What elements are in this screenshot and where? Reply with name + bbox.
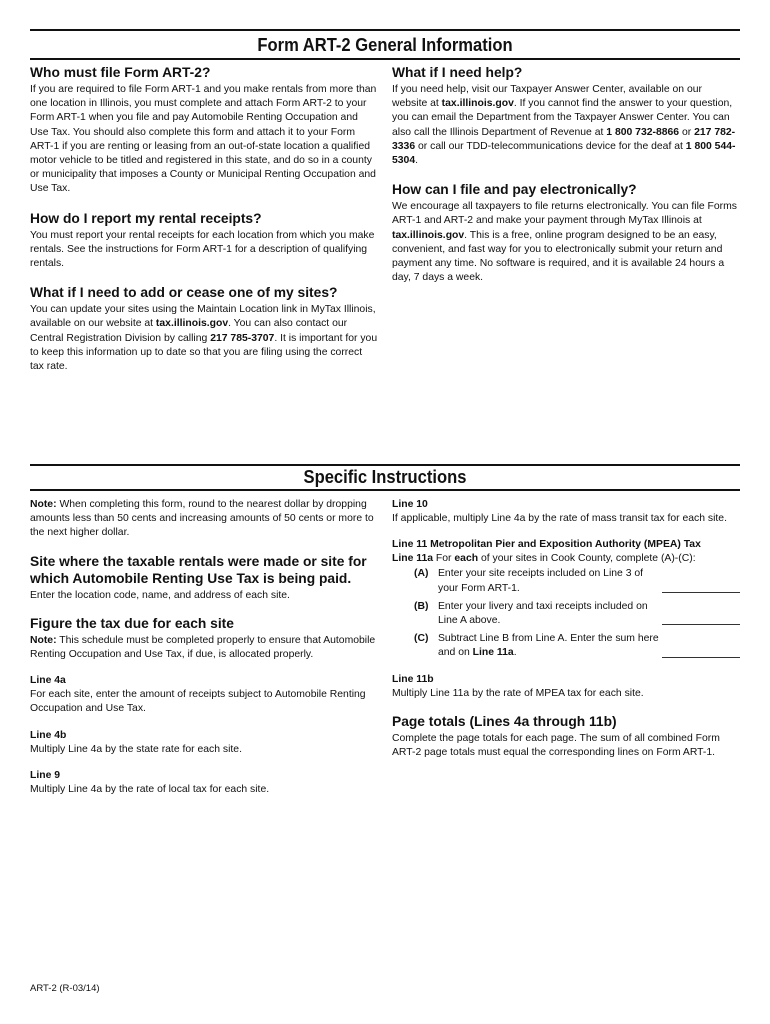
phone-number: 217 785-3707 — [210, 332, 275, 344]
specific-right-column — [392, 498, 740, 760]
line4b-text: Multiply Line 4a by the state rate for each site. — [30, 743, 242, 755]
general-right-column — [392, 64, 740, 285]
line9-label: Line 9 — [30, 769, 61, 781]
general-title: Form ART-2 General Information — [257, 35, 513, 55]
website-link[interactable]: tax.illinois.gov — [441, 98, 514, 110]
entry-line-c[interactable] — [662, 647, 740, 658]
line9-text: Multiply Line 4a by the rate of local tax for each site. — [30, 783, 270, 795]
line11b-label: Line 11b — [392, 673, 434, 685]
report-heading: How do I report my rental receipts? — [30, 210, 262, 226]
entry-line-a[interactable] — [662, 582, 740, 593]
sites-heading: What if I need to add or cease one of my sites? — [30, 285, 338, 301]
entry-line-b[interactable] — [662, 614, 740, 625]
line10-text: If applicable, multiply Line 4a by the rate of mass transit tax for each site. — [392, 513, 727, 524]
line11-label: Line 11 Metropolitan Pier and Exposition Authority (MPEA) Tax — [392, 539, 701, 551]
help-text: If you need help, visit our Taxpayer Answer Center, available on our website at tax.illinois.gov. If you cannot find the answer to your question, you can email the Department from the Taxpayer Answer Center. You can also call the Illinois Department of Revenue at 1 800 732-8866 or 217 782-3336 or call our TDD-telecommunications device for the deaf at 1 800 544-5304. — [392, 84, 736, 167]
phone-number: 217 782-3336 — [392, 126, 736, 152]
report-text: You must report your rental receipts for each location from which you make rentals. See the instructions for Form ART-1 for a description of qualifying rentals. — [30, 229, 375, 270]
specific-left-column — [30, 498, 378, 797]
electronic-text: We encourage all taxpayers to file returns electronically. You can file Forms ART-1 and ART-2 and make your payment through MyTax Illinois at tax.illinois.gov. This is a free, online program designed to be an easy, convenient, and fast way for you to electronically submit your return and payment any time. No software is required, and it is available 24 hours a day, 7 days a week. — [392, 201, 737, 284]
rounding-note: Note: When completing this form, round to the nearest dollar by dropping amounts less than 50 cents and increasing amounts of 50 cents or more to the next higher dollar. — [30, 499, 374, 539]
website-link[interactable]: tax.illinois.gov — [155, 318, 229, 330]
phone-number: 1 800 732-8866 — [606, 126, 680, 138]
specific-title: Specific Instructions — [303, 467, 467, 487]
form-revision-footer: ART-2 (R-03/14) — [30, 983, 100, 994]
website-link[interactable]: tax.illinois.gov — [392, 229, 465, 241]
specific-top-rule — [30, 464, 740, 466]
sites-text: You can update your sites using the Maintain Location link in MyTax Illinois, available on our website at tax.illinois.gov. You can also contact our Central Registration Division by calling 217 785-3707. It is important for you to keep this information up to date so that you are filing using the correct tax rate. — [30, 304, 378, 373]
line4a-text: For each site, enter the amount of receipts subject to Automobile Renting Occupation and Use Tax. — [30, 689, 366, 715]
site-heading: Site where the taxable rentals were made or site for which Automobile Renting Use Tax is being paid. — [30, 553, 367, 586]
totals-text: Complete the page totals for each page. The sum of all combined Form ART-2 page totals must equal the corresponding lines on Form ART-1. — [392, 732, 720, 759]
electronic-heading: How can I file and pay electronically? — [392, 182, 637, 198]
specific-title-rule — [30, 489, 740, 491]
line10-label: Line 10 — [392, 499, 428, 510]
figure-note: Note: This schedule must be completed properly to ensure that Automobile Renting Occupation and Use Tax, if due, is allocated properly. — [30, 634, 376, 661]
general-title-rule — [30, 58, 740, 60]
line11-item-c: (C) Subtract Line B from Line A. Enter the sum here and on Line 11a. — [414, 632, 740, 660]
totals-heading: Page totals (Lines 4a through 11b) — [392, 713, 617, 729]
top-rule — [30, 29, 740, 31]
line11b-text: Multiply Line 11a by the rate of MPEA tax for each site. — [392, 687, 644, 699]
general-left-column — [30, 64, 378, 374]
who-heading: Who must file Form ART-2? — [30, 65, 211, 80]
who-text: If you are required to file Form ART-1 and you make rentals from more than one location in Illinois, you must complete and attach Form ART-2 to your Form ART-1 when you file and pay Automobile Renting Occupation and Use Tax. You should also complete this form and attach it to your Form ART-1 if you are renting or leasing from an out-of-state location a qualified motor vehicle to be titled and registered in this state, and do so in a county or municipality that imposes a County or Municipal Renting Occupation and Use Tax. — [30, 84, 377, 195]
line11-item-a: (A) Enter your site receipts included on Line 3 of your Form ART-1. — [414, 567, 740, 595]
tdd-phone-number: 1 800 544-5304 — [392, 140, 736, 167]
figure-heading: Figure the tax due for each site — [30, 615, 234, 631]
help-heading: What if I need help? — [392, 65, 523, 80]
site-text: Enter the location code, name, and address of each site. — [30, 589, 290, 601]
line4b-label: Line 4b — [30, 729, 67, 741]
line11-item-b: (B) Enter your livery and taxi receipts included on Line A above. — [414, 600, 740, 628]
line4a-label: Line 4a — [30, 675, 66, 687]
line11a-text: Line 11a For each of your sites in Cook County, complete (A)-(C): — [392, 553, 696, 565]
